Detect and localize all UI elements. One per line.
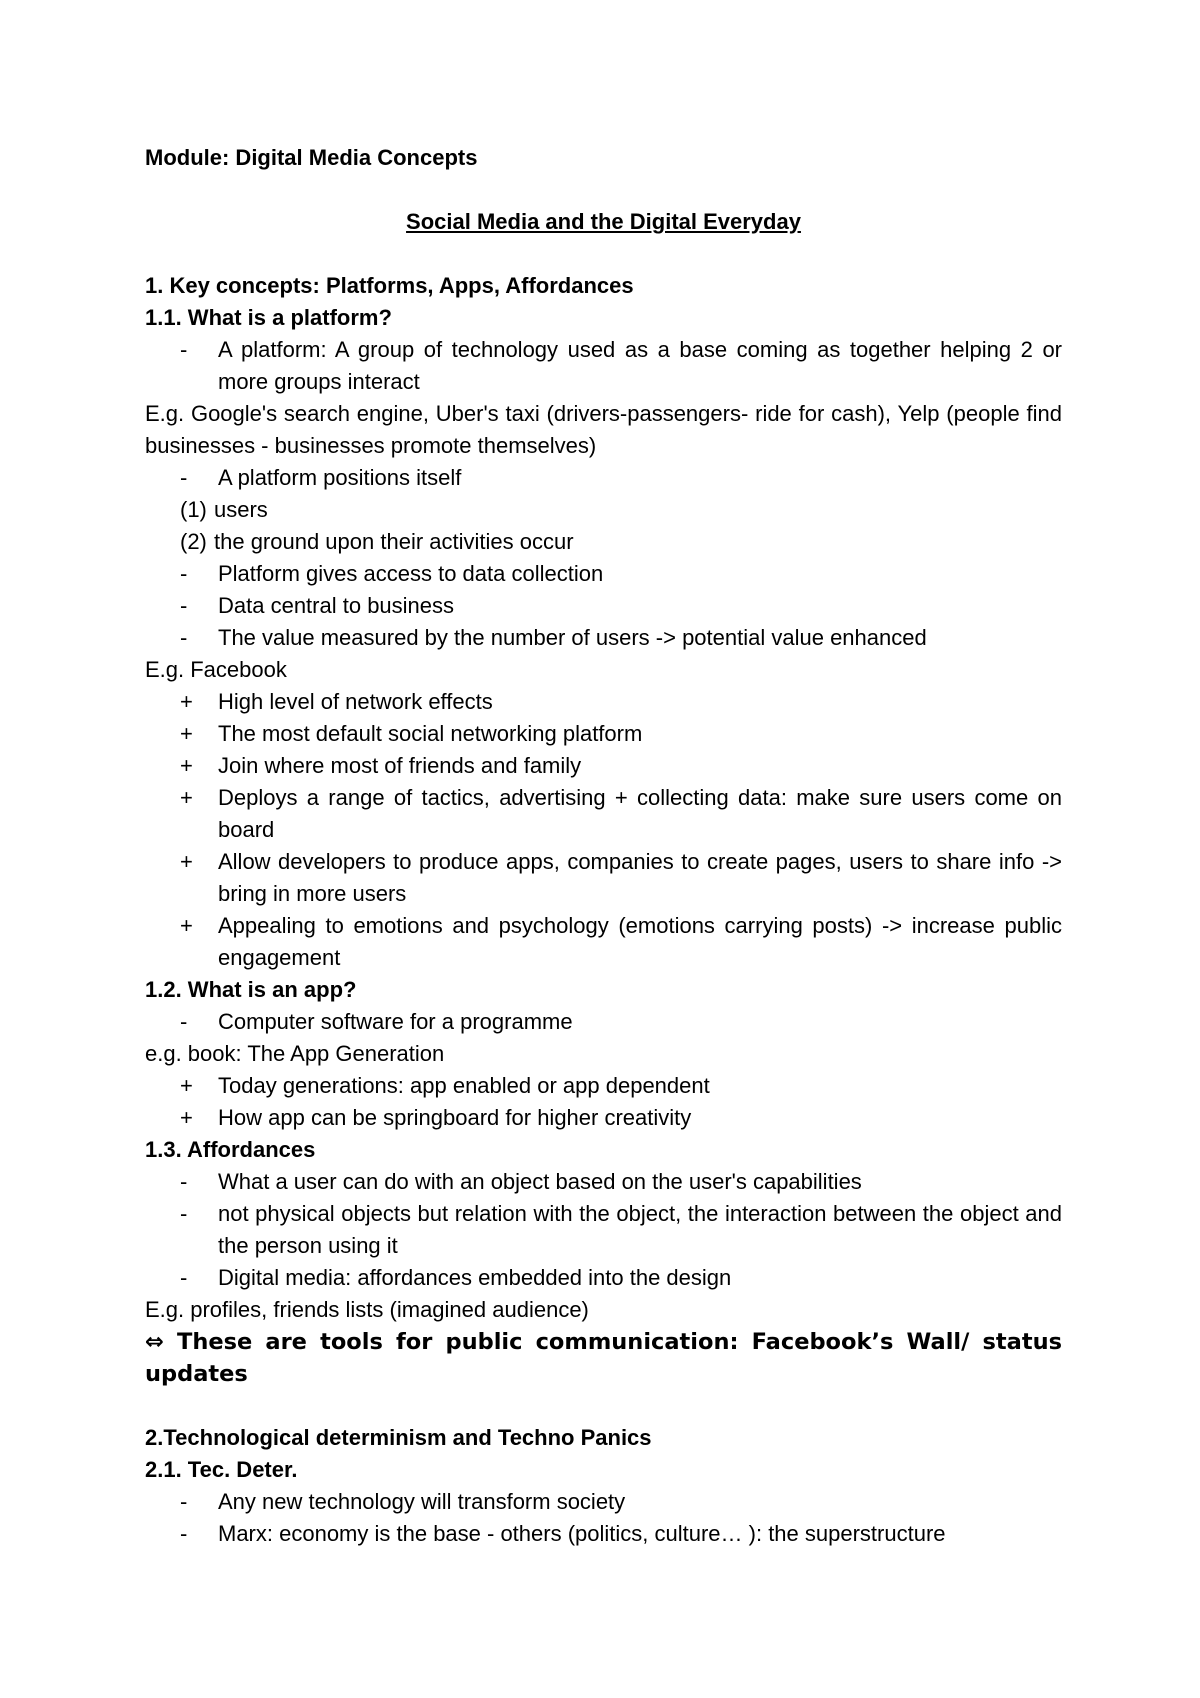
dash-marker: - <box>180 1521 188 1546</box>
plus-marker: + <box>180 849 193 874</box>
plus-text: Join where most of friends and family <box>218 753 582 778</box>
section-1-2-heading: 1.2. What is an app? <box>145 977 357 1002</box>
numbered-text: the ground upon their activities occur <box>214 529 574 554</box>
bullet-text: A platform: A group of technology used as a base coming as together helping 2 or more groups interact <box>218 337 1062 394</box>
bullet-text: Digital media: affordances embedded into the design <box>218 1265 732 1290</box>
plus-marker: + <box>180 1105 193 1130</box>
bullet-item <box>145 1518 1062 1550</box>
plus-item <box>145 1070 1062 1102</box>
spacer <box>145 238 1062 270</box>
plus-text: How app can be springboard for higher creativity <box>218 1105 692 1130</box>
plus-item <box>145 1102 1062 1134</box>
numbered-text: users <box>214 497 268 522</box>
module-line: Module: Digital Media Concepts <box>145 145 478 170</box>
bullet-text: What a user can do with an object based on the user's capabilities <box>218 1169 862 1194</box>
plus-text: Appealing to emotions and psychology (emotions carrying posts) -> increase public engagement <box>218 913 1062 970</box>
bullet-item <box>145 558 1062 590</box>
bullet-text: Computer software for a programme <box>218 1009 573 1034</box>
number-marker: (1) <box>180 497 207 522</box>
bullet-item <box>145 1198 1062 1262</box>
dash-marker: - <box>180 561 188 586</box>
bullet-item <box>145 334 1062 398</box>
example-line: e.g. book: The App Generation <box>145 1041 445 1066</box>
bullet-text: not physical objects but relation with the object, the interaction between the object and the person using it <box>218 1201 1062 1258</box>
dash-marker: - <box>180 1201 188 1226</box>
plus-item <box>145 782 1062 846</box>
dash-marker: - <box>180 1009 188 1034</box>
example-line: E.g. Google's search engine, Uber's taxi (drivers-passengers- ride for cash), Yelp (people find businesses - businesses promote themselves) <box>145 401 1062 458</box>
document-title: Social Media and the Digital Everyday <box>406 209 801 234</box>
bullet-item <box>145 590 1062 622</box>
bullet-text: Any new technology will transform society <box>218 1489 626 1514</box>
bullet-item <box>145 1006 1062 1038</box>
bullet-item <box>145 1262 1062 1294</box>
dash-marker: - <box>180 593 188 618</box>
bullet-item <box>145 1486 1062 1518</box>
plus-text: Deploys a range of tactics, advertising + collecting data: make sure users come on board <box>218 785 1062 842</box>
bullet-text: Data central to business <box>218 593 455 618</box>
dash-marker: - <box>180 1265 188 1290</box>
plus-item <box>145 718 1062 750</box>
plus-marker: + <box>180 1073 193 1098</box>
plus-marker: + <box>180 689 193 714</box>
plus-item <box>145 686 1062 718</box>
arrow-note: ⇔ These are tools for public communication: Facebook’s Wall/ status updates <box>145 1329 1062 1387</box>
dash-marker: - <box>180 337 188 362</box>
plus-marker: + <box>180 721 193 746</box>
plus-text: High level of network effects <box>218 689 493 714</box>
bullet-text: Marx: economy is the base - others (politics, culture… ): the superstructure <box>218 1521 946 1546</box>
dash-marker: - <box>180 625 188 650</box>
plus-text: Today generations: app enabled or app dependent <box>218 1073 710 1098</box>
number-marker: (2) <box>180 529 207 554</box>
plus-marker: + <box>180 753 193 778</box>
section-1-3-heading: 1.3. Affordances <box>145 1137 316 1162</box>
bullet-item <box>145 1166 1062 1198</box>
plus-item <box>145 750 1062 782</box>
dash-marker: - <box>180 1169 188 1194</box>
section-1-1-heading: 1.1. What is a platform? <box>145 305 392 330</box>
section-2-heading: 2.Technological determinism and Techno Panics <box>145 1425 652 1450</box>
plus-item <box>145 846 1062 910</box>
bullet-text: Platform gives access to data collection <box>218 561 604 586</box>
plus-marker: + <box>180 785 193 810</box>
bullet-item <box>145 622 1062 654</box>
spacer <box>145 174 1062 206</box>
dash-marker: - <box>180 1489 188 1514</box>
plus-text: The most default social networking platform <box>218 721 643 746</box>
plus-item <box>145 910 1062 974</box>
bullet-item <box>145 462 1062 494</box>
example-line: E.g. Facebook <box>145 657 287 682</box>
dash-marker: - <box>180 465 188 490</box>
spacer <box>145 1390 1062 1422</box>
example-line: E.g. profiles, friends lists (imagined audience) <box>145 1297 589 1322</box>
bullet-text: The value measured by the number of users -> potential value enhanced <box>218 625 927 650</box>
plus-marker: + <box>180 913 193 938</box>
plus-text: Allow developers to produce apps, companies to create pages, users to share info -> bring in more users <box>218 849 1062 906</box>
numbered-item <box>145 526 1062 558</box>
numbered-item <box>145 494 1062 526</box>
section-2-1-heading: 2.1. Tec. Deter. <box>145 1457 298 1482</box>
bullet-text: A platform positions itself <box>218 465 462 490</box>
section-1-heading: 1. Key concepts: Platforms, Apps, Affordances <box>145 273 634 298</box>
